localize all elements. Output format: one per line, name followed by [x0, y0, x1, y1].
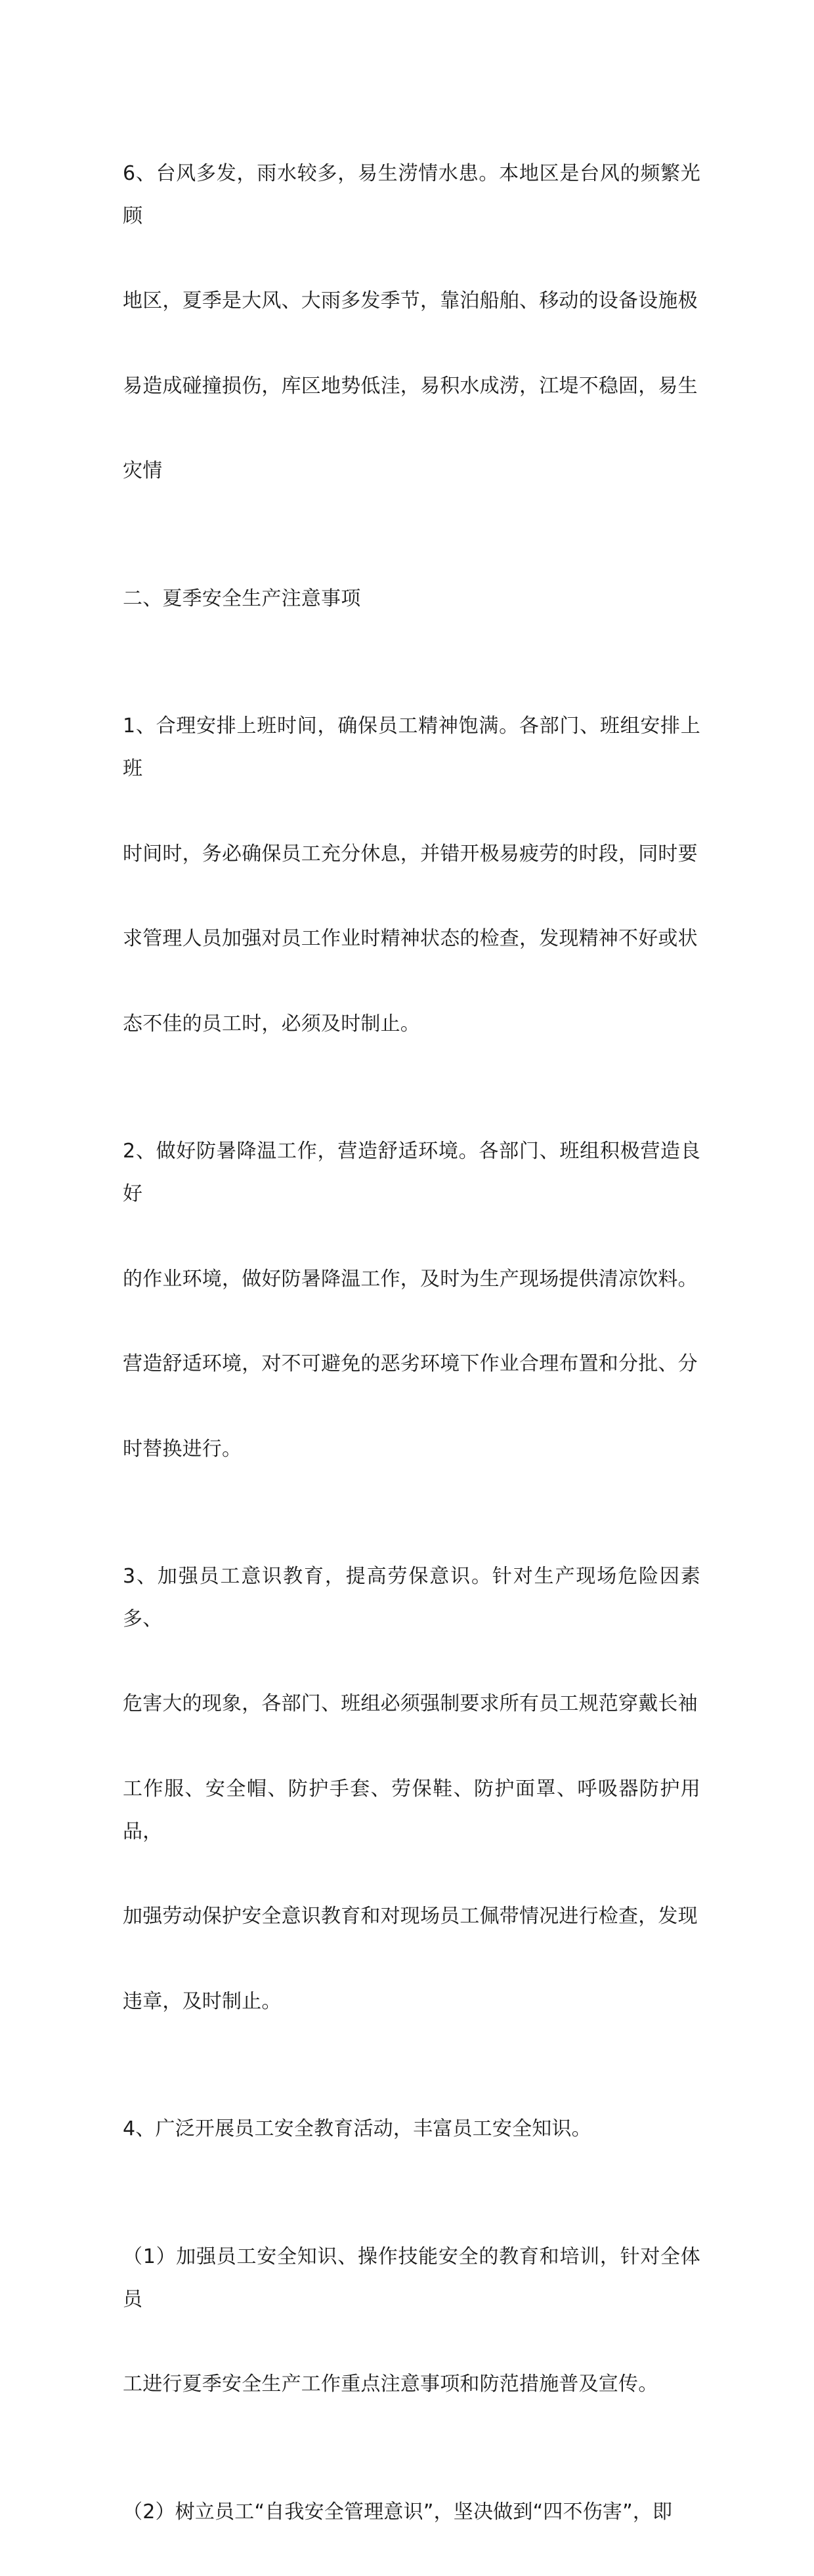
text-line: 态不佳的员工时，必须及时制止。: [123, 1012, 420, 1035]
section-heading: [123, 535, 700, 663]
paragraph-typhoon-risk: [123, 110, 700, 535]
text-line: （1）加强员工安全知识、操作技能安全的教育和培训，针对全体员: [123, 2245, 700, 2311]
text-line: 违章，及时制止。: [123, 1990, 282, 2014]
text-line: 1、合理安排上班时间，确保员工精神饱满。各部门、班组安排上班: [123, 715, 700, 780]
text-line: 时替换进行。: [123, 1437, 242, 1461]
text-line: 加强劳动保护安全意识教育和对现场员工佩带情况进行检查，发现: [123, 1905, 698, 1928]
text-line: 危害大的现象，各部门、班组必须强制要求所有员工规范穿戴长袖: [123, 1692, 698, 1716]
text-line: 3、加强员工意识教育，提高劳保意识。针对生产现场危险因素多、: [123, 1565, 700, 1631]
text-line: 工进行夏季安全生产工作重点注意事项和防范措施普及宣传。: [123, 2373, 658, 2396]
text-line: 求管理人员加强对员工作业时精神状态的检查，发现精神不好或状: [123, 927, 698, 951]
text-line: 二、夏季安全生产注意事项: [123, 587, 361, 610]
paragraph-item-1: [123, 663, 700, 1088]
text-line: 6、台风多发，雨水较多，易生涝情水患。本地区是台风的频繁光顾: [123, 161, 700, 228]
paragraph-item-2: [123, 1088, 700, 1513]
text-line: 地区，夏季是大风、大雨多发季节，靠泊船舶、移动的设备设施极: [123, 289, 698, 313]
text-line: 2、做好防暑降温工作，营造舒适环境。各部门、班组积极营造良好: [123, 1140, 700, 1205]
text-line: 易造成碰撞损伤，库区地势低洼，易积水成涝，江堤不稳固，易生: [123, 374, 698, 398]
paragraph-item-3: [123, 1513, 700, 2066]
text-line: 灾情: [123, 459, 163, 483]
text-line: 4、广泛开展员工安全教育活动，丰富员工安全知识。: [123, 2117, 591, 2141]
text-line: 的作业环境，做好防暑降温工作，及时为生产现场提供清凉饮料。: [123, 1267, 698, 1291]
text-line: 工作服、安全帽、防护手套、劳保鞋、防护面罩、呼吸器防护用品，: [123, 1777, 700, 1843]
paragraph-subitem-1: [123, 2193, 700, 2449]
text-line: 营造舒适环境，对不可避免的恶劣环境下作业合理布置和分批、分: [123, 1352, 698, 1376]
text-line: （2）树立员工“自我安全管理意识”，坚决做到“四不伤害”，即: [123, 2500, 673, 2524]
document-page: [123, 110, 700, 2576]
text-line: 时间时，务必确保员工充分休息，并错开极易疲劳的时段，同时要: [123, 842, 698, 865]
paragraph-item-4: [123, 2066, 700, 2193]
paragraph-subitem-2: [123, 2449, 700, 2576]
